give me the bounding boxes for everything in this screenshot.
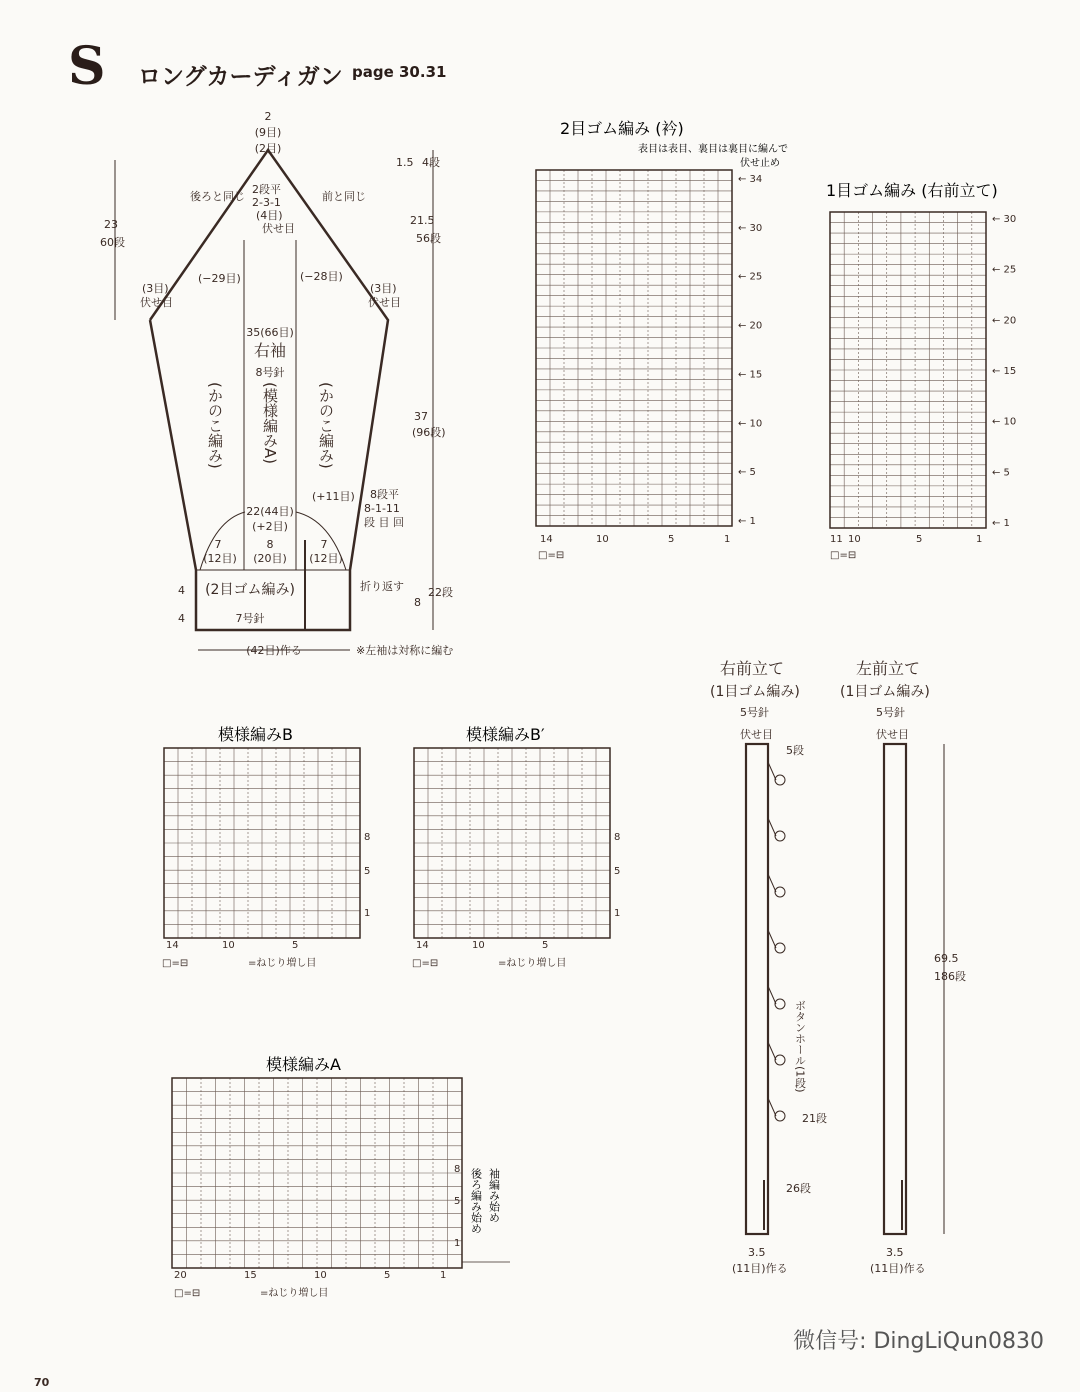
- lfb-subtitle: (1目ゴム編み): [840, 684, 930, 700]
- bottom-width: 22(44目): [246, 505, 294, 518]
- lfb-bind: 伏せ目: [876, 728, 909, 741]
- inc-rule-1: 8段平: [370, 488, 399, 501]
- cuff-pattern: (2目ゴム編み): [205, 582, 295, 598]
- lfb-needle: 5号針: [876, 706, 905, 719]
- row-mark: ← 34: [738, 174, 763, 185]
- row-mark: ← 30: [738, 222, 763, 234]
- center-sec-2: (20目): [253, 552, 287, 565]
- mid-height-rows: 56段: [416, 232, 441, 245]
- sleeve-top-st2: (2目): [254, 142, 282, 155]
- row-mark: ← 25: [992, 264, 1017, 276]
- right-bind-2: 伏せ目: [368, 296, 401, 309]
- cuff-h2: 4: [178, 612, 185, 625]
- left-pattern-label: (かのこ編み): [206, 382, 224, 469]
- sleeve-needle: 8号針: [255, 366, 285, 379]
- pb2-row-5: 5: [614, 866, 621, 877]
- pattern-a-chart: [160, 1048, 520, 1308]
- row-mark: ← 25: [738, 271, 763, 283]
- pb-row-8: 8: [364, 832, 371, 843]
- rb-col-1: 1: [976, 534, 983, 545]
- lfb-title: 左前立て: [856, 659, 921, 678]
- collar-legend: □=⊟: [538, 550, 565, 561]
- collar-col-1: 1: [724, 534, 731, 545]
- rfb-cast-on: (11目)作る: [732, 1262, 788, 1275]
- lfb-cast-on: (11目)作る: [870, 1262, 926, 1275]
- pa-col-20: 20: [174, 1270, 187, 1281]
- collar-col-14: 14: [540, 534, 553, 545]
- page-reference: page 30.31: [352, 63, 447, 81]
- pb-col-10: 10: [222, 940, 235, 951]
- sleeve-note: ※左袖は対称に編む: [356, 644, 454, 657]
- mid-height-cm: 21.5: [410, 214, 435, 227]
- lfb-width: 3.5: [886, 1246, 904, 1259]
- pb2-col-5: 5: [542, 940, 549, 951]
- center-sec-1: 8: [266, 538, 274, 551]
- center-dec-1: 2段平: [252, 183, 281, 196]
- pb2-col-10: 10: [472, 940, 485, 951]
- pa-col-5: 5: [384, 1270, 391, 1281]
- cuff-h1: 4: [178, 584, 185, 597]
- collar-title: 2目ゴム編み (衿): [560, 119, 684, 138]
- back-start-label: 後ろ編み始め: [469, 1168, 483, 1234]
- right-pattern-label: (かのこ編み): [317, 382, 335, 469]
- row-mark: ← 30: [992, 214, 1017, 225]
- pb2-col-14: 14: [416, 940, 429, 951]
- pb2-row-8: 8: [614, 832, 621, 843]
- left-sec-2: (12目): [203, 552, 237, 565]
- right-bind-1: (3目): [370, 282, 397, 295]
- right-dec: (−28目): [300, 270, 343, 283]
- collar-bind-off: 伏せ止め: [740, 158, 780, 169]
- row-mark: ← 15: [738, 369, 763, 381]
- pattern-b-chart: [150, 720, 390, 970]
- center-dec-4: 伏せ目: [262, 222, 295, 235]
- watermark: 微信号: DingLiQun0830: [793, 1329, 1044, 1354]
- rfb-top-rows: 5段: [786, 744, 804, 757]
- pb-col-5: 5: [292, 940, 299, 951]
- sleeve-schematic: [0, 100, 520, 670]
- inc-rule-2: 8-1-11: [364, 502, 400, 515]
- pb-row-1: 1: [364, 908, 371, 919]
- left-sec-1: 7: [214, 538, 222, 551]
- rfb-bottom-rows: 26段: [786, 1182, 811, 1195]
- pattern-a-title: 模様編みA: [266, 1055, 341, 1074]
- buttonhole-mark: [775, 775, 785, 785]
- pattern-b2-chart: [400, 720, 640, 970]
- center-dec-2: 2-3-1: [252, 196, 281, 209]
- center-pattern-label: (模様編みA): [261, 382, 279, 464]
- sleeve-top-st-paren: (9目): [254, 126, 282, 139]
- rfb-width: 3.5: [748, 1246, 766, 1259]
- right-sec-2: (12目): [309, 552, 343, 565]
- front-same-label: 前と同じ: [322, 190, 366, 203]
- rfb-needle: 5号針: [740, 706, 769, 719]
- buttonhole-mark: [775, 943, 785, 953]
- sleeve-left-height-cm: 23: [104, 218, 118, 231]
- row-mark: ← 20: [738, 320, 763, 332]
- right-band-chart: [820, 170, 1060, 570]
- rfb-spacing: 21段: [802, 1112, 827, 1125]
- back-same-label: 後ろと同じ: [190, 190, 245, 203]
- pb2-legend: □=⊟: [412, 958, 439, 969]
- collar-chart: [520, 110, 820, 570]
- sleeve-width: 35(66目): [246, 326, 294, 339]
- sleeve-inc: (+11目): [312, 490, 355, 503]
- pb2-legend2: =ねじり増し目: [498, 958, 567, 969]
- buttonhole-mark: [775, 999, 785, 1009]
- lfb-height-cm: 69.5: [934, 952, 959, 965]
- row-mark: ← 15: [992, 366, 1017, 377]
- pattern-b-title: 模様編みB: [218, 725, 293, 744]
- row-mark: ← 20: [992, 315, 1017, 327]
- collar-col-10: 10: [596, 534, 609, 545]
- left-bind-2: 伏せ目: [140, 296, 173, 309]
- lfb-height-rows: 186段: [934, 970, 966, 983]
- rfb-subtitle: (1目ゴム編み): [710, 684, 800, 700]
- pb-legend2: =ねじり増し目: [248, 958, 317, 969]
- front-bands: [690, 650, 990, 1290]
- left-bind-1: (3目): [142, 282, 169, 295]
- section-letter: S: [68, 36, 106, 97]
- right-band-strip: [746, 744, 768, 1234]
- right-sec-1: 7: [320, 538, 328, 551]
- buttonhole-mark: [775, 887, 785, 897]
- pa-row-8: 8: [454, 1164, 461, 1175]
- buttonhole-mark: [775, 1055, 785, 1065]
- inc-rule-3: 段 目 回: [364, 516, 404, 529]
- body-height-rows: (96段): [412, 426, 446, 439]
- rb-col-10: 10: [848, 534, 861, 545]
- pb-col-14: 14: [166, 940, 179, 951]
- sleeve-top-cm: 1.5: [396, 156, 414, 169]
- buttonhole-mark: [775, 1111, 785, 1121]
- pb-legend: □=⊟: [162, 958, 189, 969]
- rb-col-5: 5: [916, 534, 923, 545]
- pa-row-1: 1: [454, 1238, 461, 1249]
- pb-row-5: 5: [364, 866, 371, 877]
- cuff-needle: 7号針: [235, 612, 265, 625]
- rfb-title: 右前立て: [720, 659, 785, 678]
- body-height-cm: 37: [414, 410, 428, 423]
- rfb-buttonhole: ボタンホール(1段): [793, 1000, 807, 1093]
- left-dec: (−29目): [198, 272, 241, 285]
- row-mark: ← 1: [992, 518, 1010, 529]
- sleeve-top-rows: 4段: [422, 156, 440, 169]
- pa-legend2: =ねじり増し目: [260, 1288, 329, 1299]
- pattern-b2-title: 模様編みB′: [466, 725, 545, 744]
- row-mark: ← 10: [992, 416, 1017, 428]
- right-band-chart-title: 1目ゴム編み (右前立て): [826, 181, 998, 200]
- pa-legend: □=⊟: [174, 1288, 201, 1299]
- cast-on: (42目)作る: [246, 644, 302, 657]
- rfb-bind: 伏せ目: [740, 728, 773, 741]
- cuff-height-cm: 8: [414, 596, 421, 609]
- pa-col-1: 1: [440, 1270, 447, 1281]
- bottom-inc: (+2目): [252, 520, 288, 533]
- collar-col-5: 5: [668, 534, 675, 545]
- center-dec-3: (4目): [256, 209, 283, 222]
- row-mark: ← 1: [738, 516, 756, 527]
- row-mark: ← 5: [992, 467, 1010, 479]
- row-mark: ← 10: [738, 418, 763, 430]
- row-mark: ← 5: [738, 467, 756, 479]
- sleeve-left-height-rows: 60段: [100, 236, 125, 249]
- page-title: ロングカーディガン: [138, 64, 343, 90]
- pa-col-10: 10: [314, 1270, 327, 1281]
- sleeve-name: 右袖: [253, 341, 287, 360]
- sleeve-top-st: 2: [264, 110, 272, 123]
- pa-row-5: 5: [454, 1196, 461, 1207]
- rb-col-11: 11: [830, 534, 843, 545]
- left-band-strip: [884, 744, 906, 1234]
- collar-note: 表目は表目、裏目は裏目に編んで: [638, 144, 788, 155]
- rb-legend: □=⊟: [830, 550, 857, 561]
- page-number: 70: [34, 1376, 50, 1389]
- sleeve-start-label: 袖編み始め: [487, 1168, 501, 1223]
- pb2-row-1: 1: [614, 908, 621, 919]
- cuff-height-rows: 22段: [428, 586, 453, 599]
- fold-label: 折り返す: [360, 580, 404, 593]
- buttonhole-mark: [775, 831, 785, 841]
- pa-col-15: 15: [244, 1270, 257, 1281]
